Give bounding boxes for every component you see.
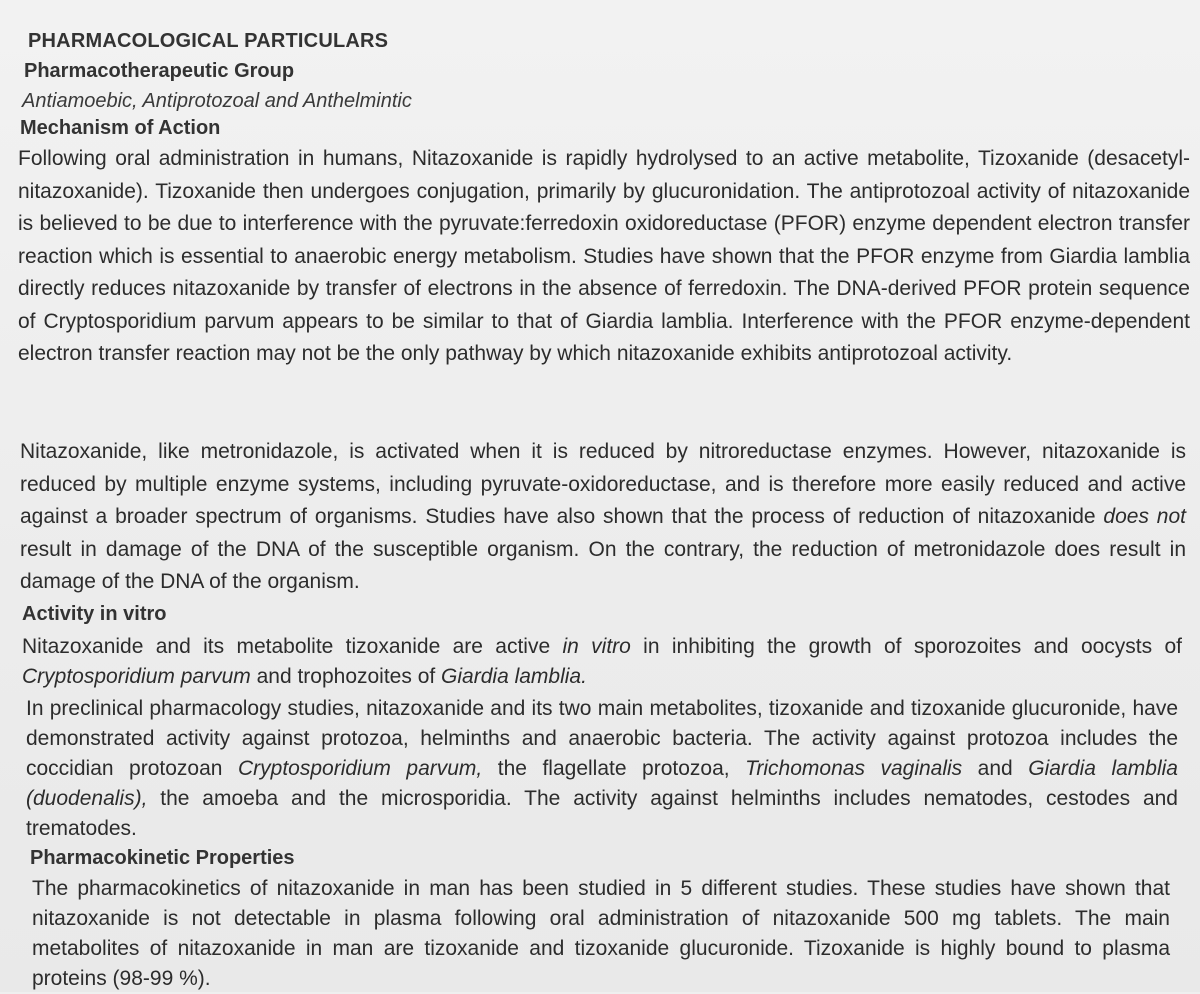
group-heading: Pharmacotherapeutic Group	[24, 60, 295, 82]
activity-p1-em-1: in vitro	[562, 635, 631, 658]
pk-paragraph: The pharmacokinetics of nitazoxanide in man has been studied in 5 different studies. These studies have shown that nitazoxanide is not detectable in plasma following oral administration of nitazoxanide 500 mg tablets. The main metabolites of nitazoxanide in man are tizoxanide and tizoxanide glucuronide. Tizoxanide is highly bound to plasma proteins (98-99 %).	[32, 877, 1170, 990]
activity-p2-em-3: Giardia lamblia (duodenalis),	[26, 757, 1178, 810]
activity-p2-text-c: and	[962, 757, 1029, 780]
mechanism-paragraph-2	[20, 436, 1186, 599]
mechanism-para2-emphasis: does not	[1103, 505, 1186, 528]
activity-p2-text-b: the flagellate protozoa,	[482, 757, 746, 780]
mechanism-para2-text-b: result in damage of the DNA of the susceptible organism. On the contrary, the reduction of metronidazole does result in damage of the DNA of the organism.	[20, 537, 1186, 593]
activity-paragraph-1	[22, 632, 1182, 692]
section-title: PHARMACOLOGICAL PARTICULARS	[28, 30, 389, 52]
activity-paragraph-2	[26, 694, 1178, 844]
mechanism-paragraph-1: Following oral administration in humans, Nitazoxanide is rapidly hydrolysed to an active metabolite, Tizoxanide (desacetyl-nitazoxanide). Tizoxanide then undergoes conjugation, primarily by glucuronidation. The antiprotozoal activity of nitazoxanide is believed to be due to interference with the pyruvate:ferredoxin oxidoreductase (PFOR) enzyme dependent electron transfer reaction which is essential to anaerobic energy metabolism. Studies have shown that the PFOR enzyme from Giardia lamblia directly reduces nitazoxanide by transfer of electrons in the absence of ferredoxin. The DNA-derived PFOR protein sequence of Cryptosporidium parvum appears to be similar to that of Giardia lamblia. Interference with the PFOR enzyme-dependent electron transfer reaction may not be the only pathway by which nitazoxanide exhibits antiprotozoal activity.	[18, 147, 1190, 365]
activity-p2-text-a: In preclinical pharmacology studies, nitazoxanide and its two main metabolites, tizoxanide and tizoxanide glucuronide, have demonstrated activity against protozoa, helminths and anaerobic bacteria. The activity against protozoa includes the coccidian protozoan	[26, 697, 1178, 780]
activity-p1-text-c: and trophozoites of	[250, 665, 442, 688]
activity-p1-text-b: in inhibiting the growth of sporozoites and oocysts of	[630, 635, 1182, 658]
activity-p1-em-3: Giardia lamblia.	[441, 665, 587, 688]
mechanism-para2-text-a: Nitazoxanide, like metronidazole, is activated when it is reduced by nitroreductase enzymes. However, nitazoxanide is reduced by multiple enzyme systems, including pyruvate-oxidoreductase, and is therefore more easily reduced and active against a broader spectrum of organisms. Studies have also shown that the process of reduction of nitazoxanide	[20, 440, 1186, 528]
pk-heading: Pharmacokinetic Properties	[30, 847, 295, 869]
activity-heading: Activity in vitro	[22, 603, 167, 625]
activity-p1-em-2: Cryptosporidium parvum	[22, 665, 251, 688]
activity-p2-em-2: Trichomonas vaginalis	[745, 757, 963, 780]
mechanism-heading: Mechanism of Action	[20, 117, 221, 139]
activity-p2-em-1: Cryptosporidium parvum,	[237, 757, 483, 780]
activity-p1-text-a: Nitazoxanide and its metabolite tizoxanide are active	[22, 635, 563, 658]
activity-p2-text-d: the amoeba and the microsporidia. The activity against helminths includes nematodes, cestodes and trematodes.	[26, 787, 1178, 840]
group-value: Antiamoebic, Antiprotozoal and Anthelmintic	[22, 90, 412, 112]
